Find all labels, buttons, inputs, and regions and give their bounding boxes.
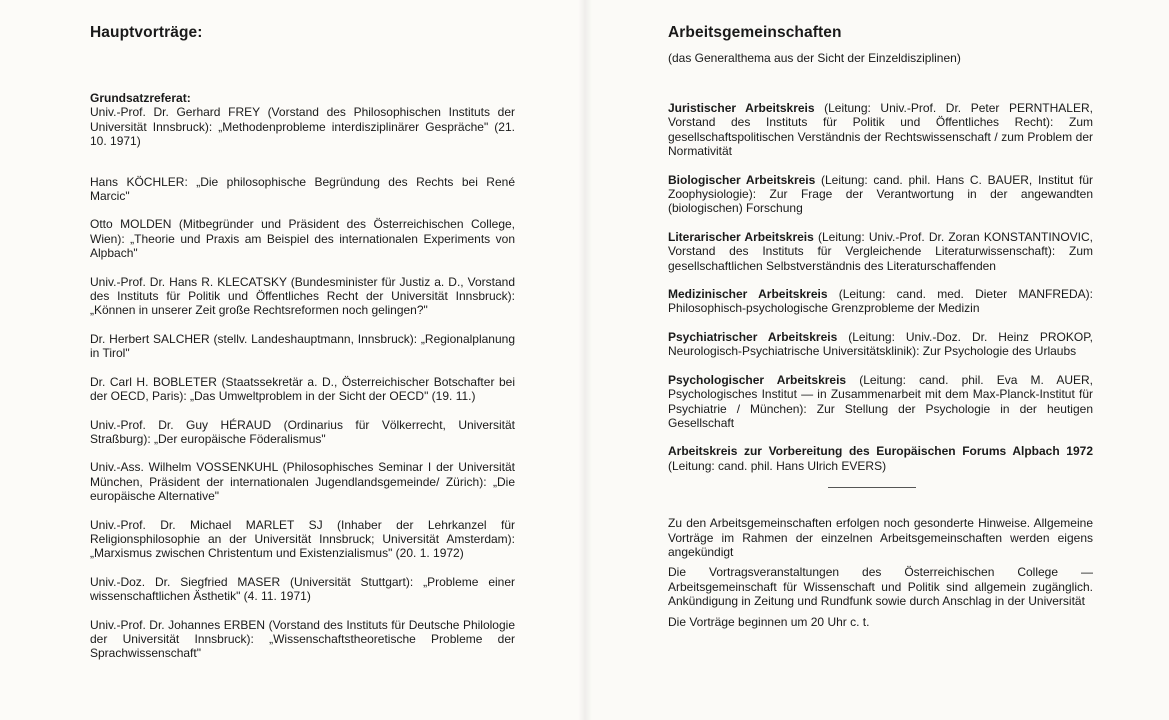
working-group: [668, 101, 1093, 159]
divider-line: [828, 487, 916, 488]
keynote-block: [90, 91, 515, 149]
working-group: [668, 373, 1093, 431]
working-groups-column: [668, 101, 1093, 635]
lecture-item: [90, 518, 515, 561]
lecture-item: [90, 618, 515, 661]
group-name: Psychiatrischer Arbeitskreis: [668, 329, 838, 344]
group-text: (Leitung: cand. phil. Eva M. AUER, Psychologisches Institut — in Zusammenarbeit mit dem Max-Planck-Institut für Psychiatrie / München): Zur Stellung der Psychologie in der heutigen Gesellschaft: [668, 372, 1094, 430]
page-heading: Hauptvorträge:: [90, 24, 203, 41]
right-page: [584, 0, 1169, 720]
group-name: Biologischer Arbeitskreis: [668, 172, 816, 187]
lecture-text: Univ.-Prof. Dr. Hans R. KLECATSKY (Bundesminister für Justiz a. D., Vorstand des Instituts für Politik und Öffentliches Recht der Universität Innsbruck): „Können in unserer Zeit große Rechtsreformen noch gelingen?": [90, 274, 515, 318]
keynote-text: Univ.-Prof. Dr. Gerhard FREY (Vorstand des Philosophischen Instituts der Universität Innsbruck): „Methodenprobleme interdisziplinärer Gespräche" (21. 10. 1971): [90, 105, 515, 149]
group-name: Literarischer Arbeitskreis: [668, 229, 814, 244]
group-text: (Leitung: cand. med. Dieter MANFREDA): Philosophisch-psychologische Grenzprobleme der Medizin: [668, 287, 1093, 316]
page-fold: [578, 0, 592, 720]
working-group: [668, 287, 1093, 316]
lecture-item: [90, 575, 515, 604]
lecture-item: [90, 460, 515, 503]
working-group: [668, 230, 1093, 273]
note-text: Die Vortragsveranstaltungen des Österreichischen College — Arbeitsgemeinschaft für Wissenschaft und Politik sind allgemein zugänglich. Ankündigung in Zeitung und Rundfunk sowie durch Anschlag in der Universität: [668, 565, 1093, 609]
lecture-item: [90, 418, 515, 447]
group-text: (Leitung: Univ.-Doz. Dr. Heinz PROKOP, Neurologisch-Psychiatrische Universitätsklinik): Zur Psychologie des Urlaubs: [668, 329, 1093, 359]
lecture-text: Univ.-Prof. Dr. Johannes ERBEN (Vorstand des Instituts für Deutsche Philologie der Universität Innsbruck): „Wissenschaftstheoretische Probleme der Sprachwissenschaft": [90, 617, 515, 661]
group-name: Psychologischer Arbeitskreis: [668, 372, 847, 387]
keynote-label: Grundsatzreferat:: [90, 91, 191, 105]
lecture-item: [90, 217, 515, 260]
lecture-item: [90, 375, 515, 404]
lecture-text: Hans KÖCHLER: „Die philosophische Begründung des Rechts bei René Marcic": [90, 174, 515, 204]
lecture-text: Univ.-Prof. Dr. Guy HÉRAUD (Ordinarius für Völkerrecht, Universität Straßburg): „Der europäische Föderalismus": [90, 417, 515, 446]
lecture-text: Univ.-Doz. Dr. Siegfried MASER (Universität Stuttgart): „Probleme einer wissenschaftlichen Ästhetik" (4. 11. 1971): [90, 574, 515, 604]
page-subtitle: (das Generalthema aus der Sicht der Einzeldisziplinen): [668, 51, 961, 65]
lecture-item: [90, 332, 515, 361]
note-text: Zu den Arbeitsgemeinschaften erfolgen noch gesonderte Hinweise. Allgemeine Vorträge im Rahmen der einzelnen Arbeitsgemeinschaften werden eigens angekündigt: [668, 516, 1093, 559]
group-text: (Leitung: cand. phil. Hans Ulrich EVERS): [668, 458, 887, 473]
working-group: [668, 444, 1093, 473]
lecture-item: [90, 175, 515, 204]
lecture-text: Univ.-Ass. Wilhelm VOSSENKUHL (Philosophisches Seminar I der Universität München, Präsident der internationalen Jugendlandsgemeinde/ Zürich): „Die europäische Alternative": [90, 460, 515, 504]
left-page: [0, 0, 584, 720]
group-text: (Leitung: Univ.-Prof. Dr. Zoran KONSTANTINOVIC, Vorstand des Instituts für Vergleichende Literaturwissenschaft): Zum gesellschaftlichen Selbstverständnis des Literaturschaffenden: [668, 229, 1093, 273]
group-name: Arbeitskreis zur Vorbereitung des Europäischen Forums Alpbach 1972: [668, 444, 1093, 459]
lecture-text: Dr. Herbert SALCHER (stellv. Landeshauptmann, Innsbruck): „Regionalplanung in Tirol": [90, 331, 515, 361]
group-text: (Leitung: Univ.-Prof. Dr. Peter PERNTHALER, Vorstand des Instituts für Politik und Öffentliches Recht): Zum gesellschaftspolitischen Verständnis der Rechtswissenschaft / zum Problem der Normativität: [668, 101, 1093, 159]
group-name: Medizinischer Arbeitskreis: [668, 287, 828, 302]
group-name: Juristischer Arbeitskreis: [668, 101, 815, 115]
note-text: Die Vorträge beginnen um 20 Uhr c. t.: [668, 614, 870, 629]
lecture-text: Otto MOLDEN (Mitbegründer und Präsident des Österreichischen College, Wien): „Theorie und Praxis am Beispiel des internationalen Experiments von Alpbach": [90, 217, 515, 261]
lecture-text: Dr. Carl H. BOBLETER (Staatssekretär a. D., Österreichischer Botschafter bei der OECD, Paris): „Das Umweltproblem in der Sicht der OECD" (19. 11.): [90, 374, 515, 404]
page-heading: Arbeitsgemeinschaften: [668, 24, 842, 41]
working-group: [668, 173, 1093, 216]
lectures-column: [90, 91, 515, 675]
lecture-text: Univ.-Prof. Dr. Michael MARLET SJ (Inhaber der Lehrkanzel für Religionsphilosophie an der Universität Innsbruck; Universität Amsterdam): „Marxismus zwischen Christentum und Existenzialismus" (20. 1. 1972): [90, 517, 515, 561]
group-text: (Leitung: cand. phil. Hans C. BAUER, Institut für Zoophysiologie): Zur Frage der Verantwortung in der angewandten (biologischen) Forschung: [668, 172, 1094, 216]
working-group: [668, 330, 1093, 359]
lecture-item: [90, 275, 515, 318]
